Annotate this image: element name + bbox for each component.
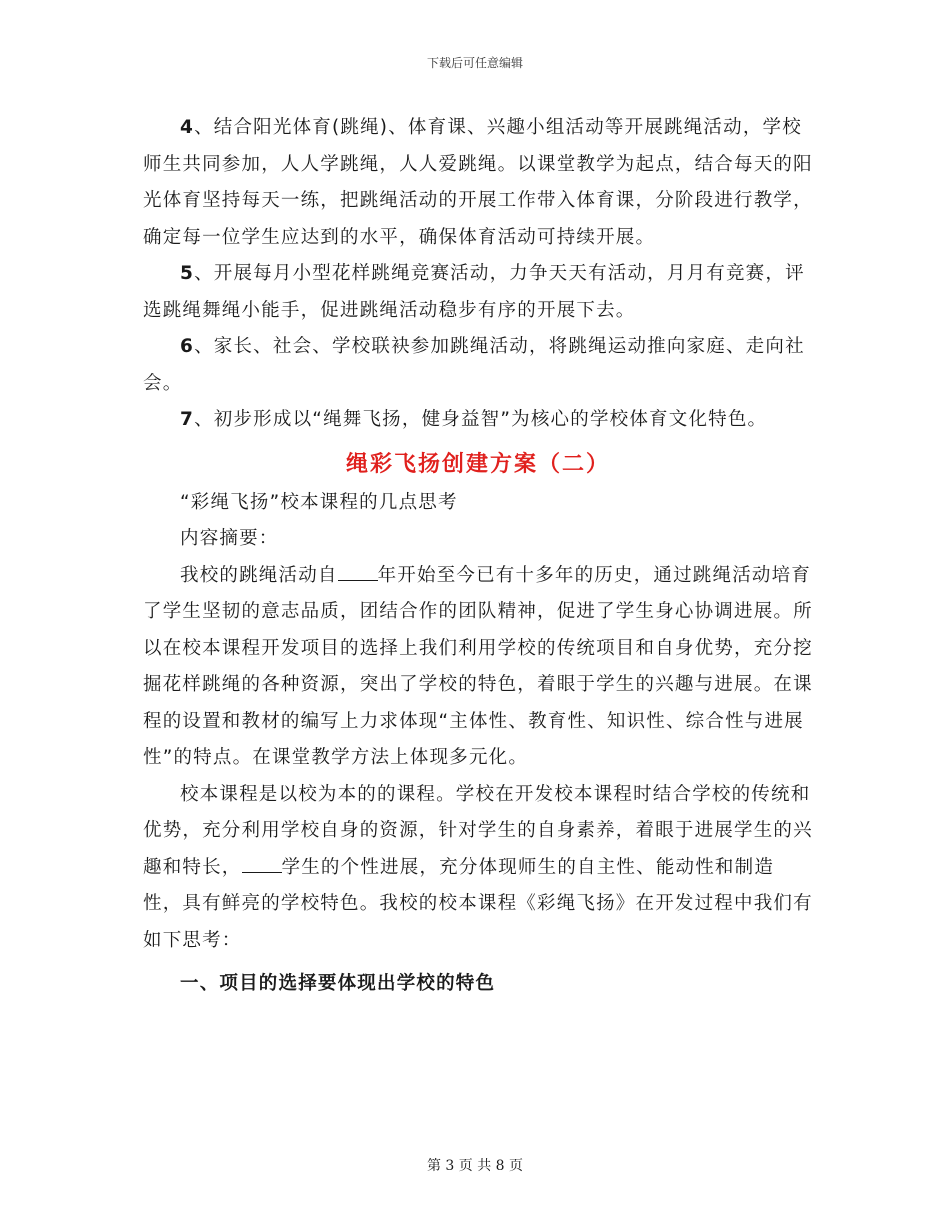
text-segment: 学生的个性进展，充分体现师生的自主性、能动性和制造性，具有鲜亮的学校特色。我校的校本课程《彩绳飞扬》在开发过程中我们有如下思考： (143, 856, 813, 951)
list-item-4 (143, 110, 813, 256)
section-title: 绳彩飞扬创建方案（二） (345, 451, 610, 477)
item-text: 、家长、社会、学校联袂参加跳绳活动，将跳绳运动推向家庭、走向社会。 (143, 336, 805, 394)
heading-1: 一、项目的选择要体现出学校的特色 (180, 973, 496, 994)
blank-underline (338, 566, 378, 581)
item-number: 4 (180, 117, 195, 138)
text-segment: 我校的跳绳活动自 (180, 564, 338, 586)
text-segment: 年开始至今已有十多年的历史，通过跳绳活动培育了学生坚韧的意志品质，团结合作的团队精神，促进了学生身心协调进展。所以在校本课程开发项目的选择上我们利用学校的传统项目和自身优势，充分挖掘花样跳绳的各种资源，突出了学校的特色，着眼于学生的兴趣与进展。在课程的设置和教材的编写上力求体现“主体性、教育性、知识性、综合性与进展性”的特点。在课堂教学方法上体现多元化。 (143, 564, 813, 768)
abstract-paragraph-1 (143, 558, 813, 777)
item-number: 6 (180, 336, 195, 357)
list-item-6 (143, 329, 813, 402)
abstract-paragraph-2 (143, 777, 813, 960)
item-number: 7 (180, 409, 195, 430)
abstract-label: 内容摘要： (180, 528, 279, 549)
blank-underline (242, 858, 282, 873)
item-text: 、结合阳光体育(跳绳)、体育课、兴趣小组活动等开展跳绳活动，学校师生共同参加，人人学跳绳，人人爱跳绳。以课堂教学为起点，结合每天的阳光体育坚持每天一练，把跳绳活动的开展工作带入体育课，分阶段进行教学，确定每一位学生应达到的水平，确保体育活动可持续开展。 (143, 117, 813, 248)
page-footer: 第 3 页 共 8 页 (426, 1158, 524, 1174)
text-segment: 校本课程是以校为本的的课程。学校在开发校本课程时结合学校的传统和优势，充分利用学校自身的资源，针对学生的自身素养，着眼于进展学生的兴趣和特长， (143, 783, 813, 878)
item-text: 、初步形成以“绳舞飞扬，健身益智”为核心的学校体育文化特色。 (194, 409, 768, 430)
subtitle: “彩绳飞扬”校本课程的几点思考 (180, 491, 458, 513)
page-header: 下载后可任意编辑 (426, 56, 523, 70)
list-item-5 (143, 256, 813, 329)
list-item-7 (143, 402, 813, 439)
document-body (143, 110, 813, 1005)
item-text: 、开展每月小型花样跳绳竞赛活动，力争天天有活动，月月有竞赛，评选跳绳舞绳小能手，促进跳绳活动稳步有序的开展下去。 (143, 263, 805, 321)
item-number: 5 (180, 263, 195, 284)
